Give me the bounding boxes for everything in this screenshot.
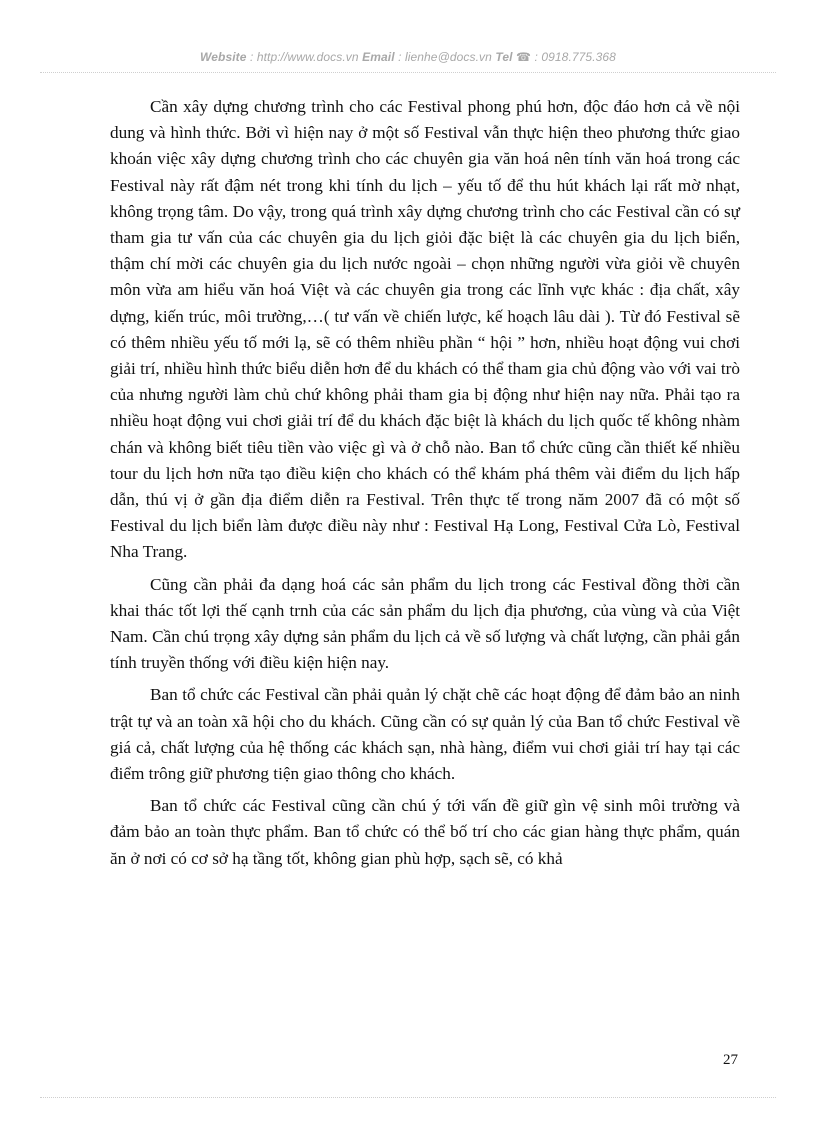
body-text bbox=[110, 94, 740, 878]
email-label: Email bbox=[362, 50, 395, 64]
paragraph-2: Cũng cần phải đa dạng hoá các sản phẩm du lịch trong các Festival đồng thời cần khai thác tốt lợi thế cạnh trnh của các sản phẩm du lịch địa phương, của vùng và của Việt Nam. Cần chú trọng xây dựng sản phẩm du lịch cả về số lượng và chất lượng, cần phải gắn tính truyền thống với điều kiện hiện nay. bbox=[110, 574, 740, 673]
header-divider bbox=[40, 72, 776, 73]
tel-label: Tel bbox=[495, 50, 513, 64]
paragraph-3: Ban tổ chức các Festival cần phải quản lý chặt chẽ các hoạt động để đảm bảo an ninh trật tự và an toàn xã hội cho du khách. Cũng cần có sự quản lý của Ban tổ chức Festival về giá cả, chất lượng của hệ thống các khách sạn, nhà hàng, điểm vui chơi giải trí hay tại các điểm trông giữ phương tiện giao thông cho khách. bbox=[110, 685, 740, 784]
page-number: 27 bbox=[723, 1052, 738, 1068]
tel-value: : 0918.775.368 bbox=[531, 50, 616, 64]
footer-divider bbox=[40, 1097, 776, 1098]
website-value: : http://www.docs.vn bbox=[246, 50, 363, 64]
phone-icon: ☎ bbox=[515, 50, 532, 64]
website-label: Website bbox=[200, 50, 247, 64]
paragraph-4: Ban tổ chức các Festival cũng cần chú ý tới vấn đề giữ gìn vệ sinh môi trường và đảm bảo an toàn thực phẩm. Ban tổ chức có thể bố trí cho các gian hàng thực phẩm, quán ăn ở nơi có cơ sở hạ tầng tốt, không gian phù hợp, sạch sẽ, có khả bbox=[110, 796, 740, 868]
page-header bbox=[70, 50, 746, 64]
email-value: : lienhe@docs.vn bbox=[394, 50, 496, 64]
paragraph-1: Cần xây dựng chương trình cho các Festival phong phú hơn, độc đáo hơn cả về nội dung và hình thức. Bởi vì hiện nay ở một số Festival vẫn thực hiện theo phương thức giao khoán việc xây dựng chương trình cho các chuyên gia văn hoá nên tính văn hoá trong các Festival này rất đậm nét trong khi tính du lịch – yếu tố để thu hút khách lại rất mờ nhạt, không trọng tâm. Do vậy, trong quá trình xây dựng chương trình cho các Festival cần có sự tham gia tư vấn của các chuyên gia du lịch giỏi đặc biệt là các chuyên gia du lịch biển, thậm chí mời các chuyên gia du lịch nước ngoài – chọn những người vừa giỏi về chuyên môn vừa am hiểu văn hoá Việt và các chuyên gia trong các lĩnh vực khác : địa chất, xây dựng, kiến trúc, môi trường,…( tư vấn về chiến lược, kế hoạch lâu dài ). Từ đó Festival sẽ có thêm nhiều yếu tố mới lạ, sẽ có thêm nhiều phần “ hội ” hơn, nhiều hoạt động vui chơi giải trí, nhiều hình thức biểu diễn hơn để du khách có thể tham gia chủ động vào với vai trò của nhưng người làm chủ chứ không phải tham gia bị động như hiện nay nữa. Phải tạo ra nhiều hoạt động vui chơi giải trí để du khách đặc biệt là khách du lịch quốc tế không nhàm chán và không biết tiêu tiền vào việc gì và ở chỗ nào. Ban tổ chức cũng cần thiết kế nhiều tour du lịch hơn nữa tạo điều kiện cho khách có thể khám phá thêm vài điểm du lịch hấp dẫn, thú vị ở gần địa điểm diễn ra Festival. Trên thực tế trong năm 2007 đã có một số Festival du lịch biển làm được điều này như : Festival Hạ Long, Festival Cửa Lò, Festival Nha Trang. bbox=[110, 97, 740, 562]
